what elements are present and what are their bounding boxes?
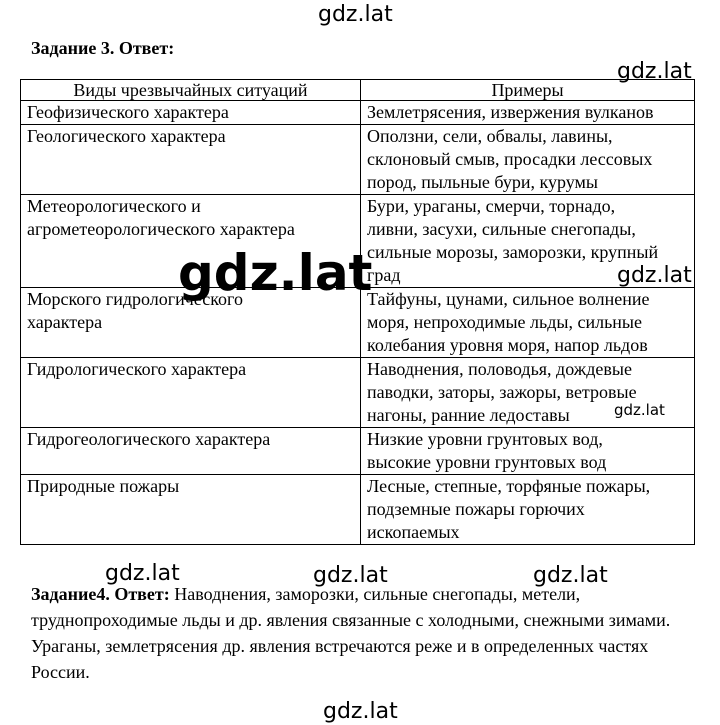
watermark: gdz.lat bbox=[533, 563, 608, 588]
row-examples: Низкие уровни грунтовых вод, высокие уровни грунтовых вод bbox=[361, 428, 695, 475]
watermark: gdz.lat bbox=[105, 561, 180, 586]
column-header-types: Виды чрезвычайных ситуаций bbox=[21, 80, 361, 101]
watermark: gdz.lat bbox=[617, 59, 692, 84]
watermark: gdz.lat bbox=[617, 263, 692, 288]
emergency-types-table bbox=[20, 79, 695, 545]
row-type: Метеорологического и агрометеорологического характера bbox=[21, 195, 361, 288]
table-row bbox=[21, 358, 695, 428]
watermark: gdz.lat bbox=[313, 563, 388, 588]
task4-label: Задание4. Ответ: bbox=[31, 584, 170, 604]
row-type: Геологического характера bbox=[21, 125, 361, 195]
column-header-examples: Примеры bbox=[361, 80, 695, 101]
table-row bbox=[21, 475, 695, 545]
table-row bbox=[21, 428, 695, 475]
row-type: Природные пожары bbox=[21, 475, 361, 545]
row-examples: Оползни, сели, обвалы, лавины, склоновый смыв, просадки лессовых пород, пыльные бури, курумы bbox=[361, 125, 695, 195]
row-examples: Землетрясения, извержения вулканов bbox=[361, 101, 695, 125]
row-examples: Бури, ураганы, смерчи, торнадо, ливни, засухи, сильные снегопады, сильные морозы, заморозки, крупный град bbox=[361, 195, 695, 288]
watermark: gdz.lat bbox=[318, 2, 393, 27]
row-type: Морского гидрологического характера bbox=[21, 288, 361, 358]
row-examples: Лесные, степные, торфяные пожары, подземные пожары горючих ископаемых bbox=[361, 475, 695, 545]
watermark: gdz.lat bbox=[614, 401, 665, 419]
watermark: gdz.lat bbox=[178, 244, 373, 302]
row-type: Гидрологического характера bbox=[21, 358, 361, 428]
table-header-row bbox=[21, 80, 695, 101]
row-examples: Тайфуны, цунами, сильное волнение моря, непроходимые льды, сильные колебания уровня моря, напор льдов bbox=[361, 288, 695, 358]
task4-text: Наводнения, заморозки, сильные снегопады, метели, труднопроходимые льды и др. явления связанные с холодными, снежными зимами. Ураганы, землетрясения др. явления встречаются реже и в определенных частях России. bbox=[31, 584, 671, 682]
table-row bbox=[21, 125, 695, 195]
watermark: gdz.lat bbox=[323, 699, 398, 724]
task3-heading: Задание 3. Ответ: bbox=[31, 38, 175, 58]
task4-answer bbox=[31, 581, 691, 685]
row-type: Гидрогеологического характера bbox=[21, 428, 361, 475]
row-examples: Наводнения, половодья, дождевые паводки, заторы, зажоры, ветровые нагоны, ранние ледоставы bbox=[361, 358, 695, 428]
row-type: Геофизического характера bbox=[21, 101, 361, 125]
table-row bbox=[21, 101, 695, 125]
